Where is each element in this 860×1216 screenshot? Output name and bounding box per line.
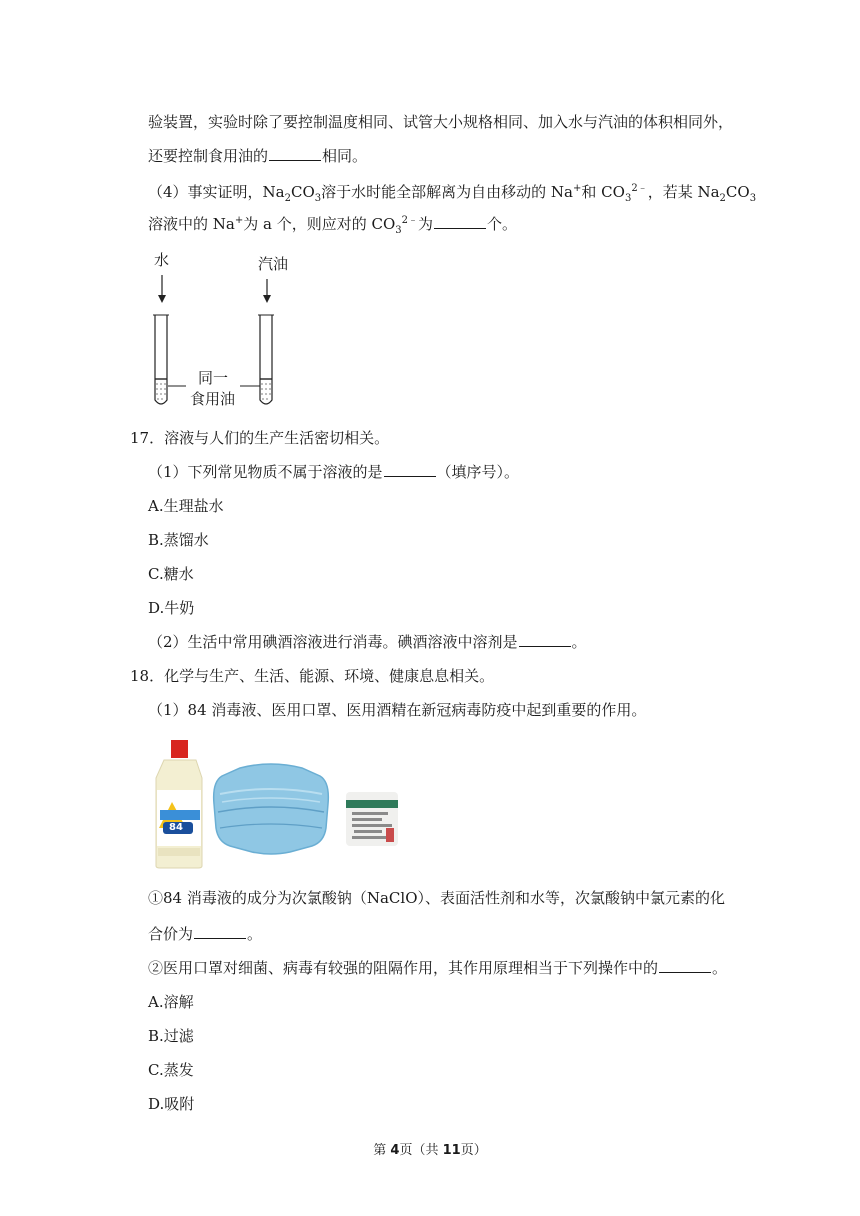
- q16-continuation-line-1: 验装置，实验时除了要控制温度相同、试管大小规格相同、加入水与汽油的体积相同外，: [148, 113, 734, 131]
- q17-stem: 17．溶液与人们的生产生活密切相关。: [130, 429, 390, 447]
- medical-alcohol-image: [342, 790, 402, 848]
- page-footer: 第 4页（共 11页）: [373, 1143, 487, 1158]
- bottle-drawing: [150, 738, 210, 870]
- label-gasoline: 汽油: [258, 255, 289, 273]
- q17-option-b: B.蒸馏水: [148, 531, 209, 549]
- q18-part1: （1）84 消毒液、医用口罩、医用酒精在新冠病毒防疫中起到重要的作用。: [148, 701, 647, 719]
- answer-blank[interactable]: [384, 462, 436, 477]
- q18-option-d: D.吸附: [148, 1095, 195, 1113]
- mask-drawing: [210, 762, 332, 858]
- label-same: 同一: [198, 369, 229, 387]
- label-edible-oil: 食用油: [190, 390, 236, 408]
- q16-part4-line-2: 溶液中的 Na+为 a 个，则应对的 $CO_3^{2﹣}$为 个。: [148, 215, 518, 236]
- q18-sub2: ②医用口罩对细菌、病毒有较强的阻隔作用，其作用原理相当于下列操作中的 。: [148, 959, 728, 977]
- q17-option-a: A.生理盐水: [148, 497, 224, 515]
- bottle-label: 84: [169, 822, 183, 833]
- q17-option-c: C.糖水: [148, 565, 194, 583]
- q17-option-d: D.牛奶: [148, 599, 195, 617]
- q17-part2: （2）生活中常用碘酒溶液进行消毒。碘酒溶液中溶剂是 。: [148, 633, 587, 651]
- answer-blank[interactable]: [194, 924, 246, 939]
- page-number: 4: [390, 1143, 400, 1158]
- q18-sub1-line-1: ①84 消毒液的成分为次氯酸钠（NaClO）、表面活性剂和水等，次氯酸钠中氯元素的化: [148, 889, 725, 907]
- q16-continuation-line-2: 还要控制食用油的 相同。: [148, 147, 368, 165]
- q18-option-a: A.溶解: [148, 993, 194, 1011]
- q18-option-b: B.过滤: [148, 1027, 194, 1045]
- q18-option-c: C.蒸发: [148, 1061, 194, 1079]
- q18-stem: 18．化学与生产、生活、能源、环境、健康息息相关。: [130, 667, 495, 685]
- answer-blank[interactable]: [434, 214, 486, 229]
- answer-blank[interactable]: [659, 958, 711, 973]
- test-tube-figure: [140, 245, 320, 415]
- answer-blank[interactable]: [269, 146, 321, 161]
- q16-part4-line-1: （4）事实证明，$Na_2CO_3$溶于水时能全部解离为自由移动的 Na+和 $CO_3^{2﹣}$，若某 $Na_2CO_3$: [148, 183, 757, 204]
- alcohol-bottle-drawing: [342, 790, 402, 848]
- label-water: 水: [154, 251, 170, 269]
- test-tubes-drawing: [140, 245, 320, 415]
- answer-blank[interactable]: [519, 632, 571, 647]
- medical-mask-image: [210, 762, 332, 858]
- total-pages: 11: [442, 1143, 461, 1158]
- q18-sub1-line-2: 合价为 。: [148, 925, 263, 943]
- q17-part1: （1）下列常见物质不属于溶液的是 （填序号）。: [148, 463, 520, 481]
- disinfectant-bottle-image: [150, 738, 210, 870]
